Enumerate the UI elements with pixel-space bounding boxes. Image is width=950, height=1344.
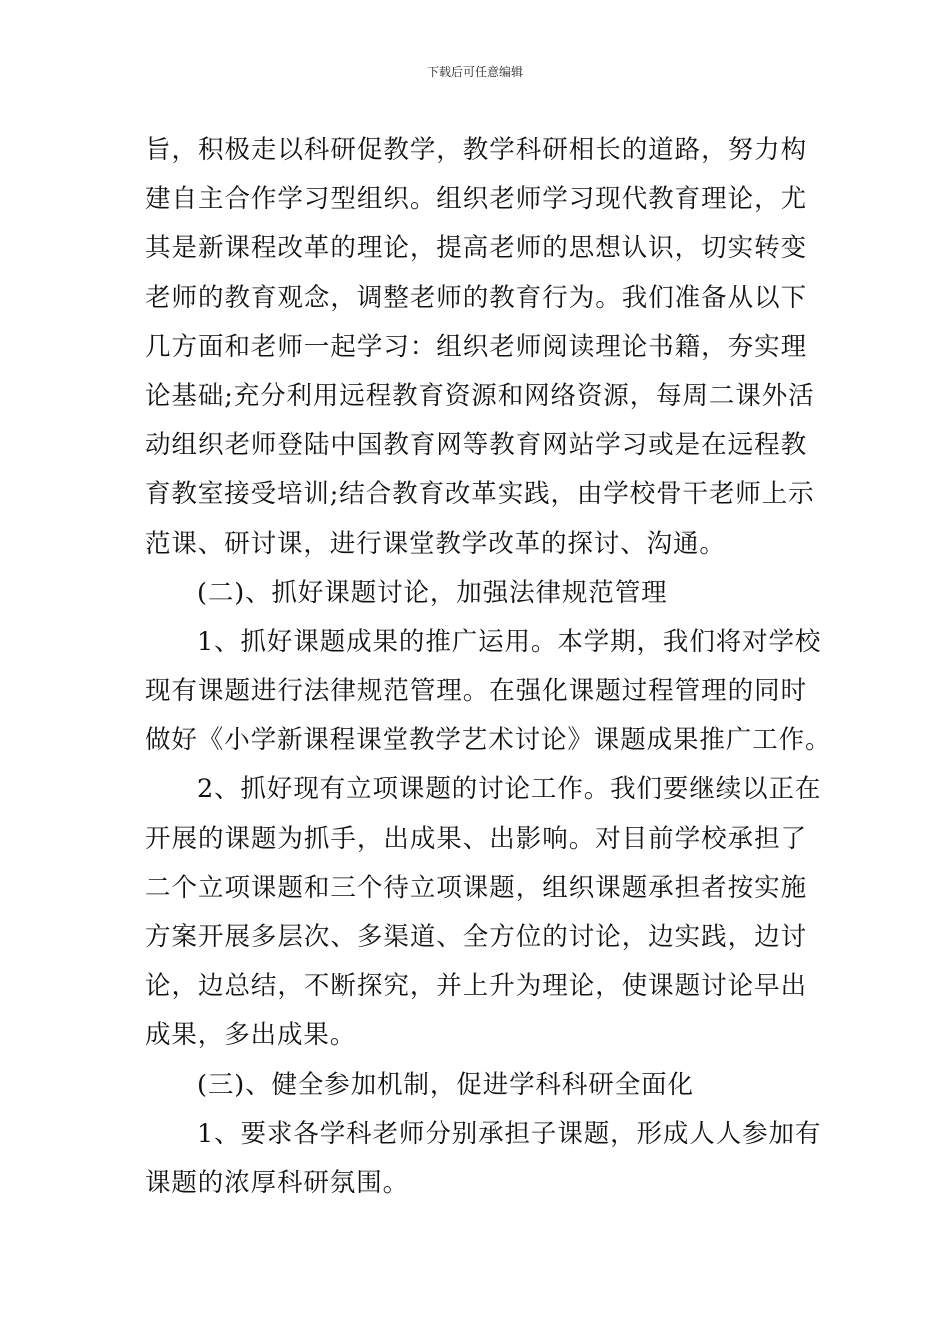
page-header-note: 下载后可任意编辑 — [426, 65, 523, 79]
text-line: 开展的课题为抓手，出成果、出影响。对目前学校承担了 — [145, 823, 807, 854]
text-line: 旨，积极走以科研促教学，教学科研相长的道路，努力构 — [145, 135, 807, 165]
text-line: 现有课题进行法律规范管理。在强化课题过程管理的同时 — [145, 676, 807, 707]
text-line: 课题的浓厚科研氛围。 — [145, 1167, 410, 1198]
text-line: 其是新课程改革的理论，提高老师的思想认识，切实转变 — [145, 233, 807, 264]
text-line: 论，边总结，不断探究，并上升为理论，使课题讨论早出 — [145, 971, 807, 1002]
text-line: 做好《小学新课程课堂教学艺术讨论》课题成果推广工作。 — [145, 725, 832, 756]
text-line: 建自主合作学习型组织。组织老师学习现代教育理论，尤 — [145, 184, 807, 215]
text-line: 育教室接受培训;结合教育改革实践，由学校骨干老师上示 — [145, 479, 815, 510]
text-line: 范课、研讨课，进行课堂教学改革的探讨、沟通。 — [145, 528, 726, 559]
text-line: 1、要求各学科老师分别承担子课题，形成人人参加有 — [197, 1118, 822, 1149]
document-body — [145, 126, 832, 1208]
text-line: 方案开展多层次、多渠道、全方位的讨论，边实践，边讨 — [145, 922, 807, 952]
section-heading-2: (二)、抓好课题讨论，加强法律规范管理 — [197, 577, 668, 608]
text-line: 老师的教育观念，调整老师的教育行为。我们准备从以下 — [145, 282, 807, 313]
text-line: 论基础;充分利用远程教育资源和网络资源，每周二课外活 — [145, 380, 815, 411]
text-line: 二个立项课题和三个待立项课题，组织课题承担者按实施 — [145, 872, 807, 903]
text-line: 2、抓好现有立项课题的讨论工作。我们要继续以正在 — [197, 774, 822, 805]
text-line: 动组织老师登陆中国教育网等教育网站学习或是在远程教 — [145, 430, 807, 461]
text-line: 1、抓好课题成果的推广运用。本学期，我们将对学校 — [197, 626, 822, 657]
text-line: 几方面和老师一起学习：组织老师阅读理论书籍，夯实理 — [145, 331, 807, 362]
text-line: 成果，多出成果。 — [145, 1020, 357, 1051]
section-heading-3: (三)、健全参加机制，促进学科科研全面化 — [197, 1069, 694, 1100]
